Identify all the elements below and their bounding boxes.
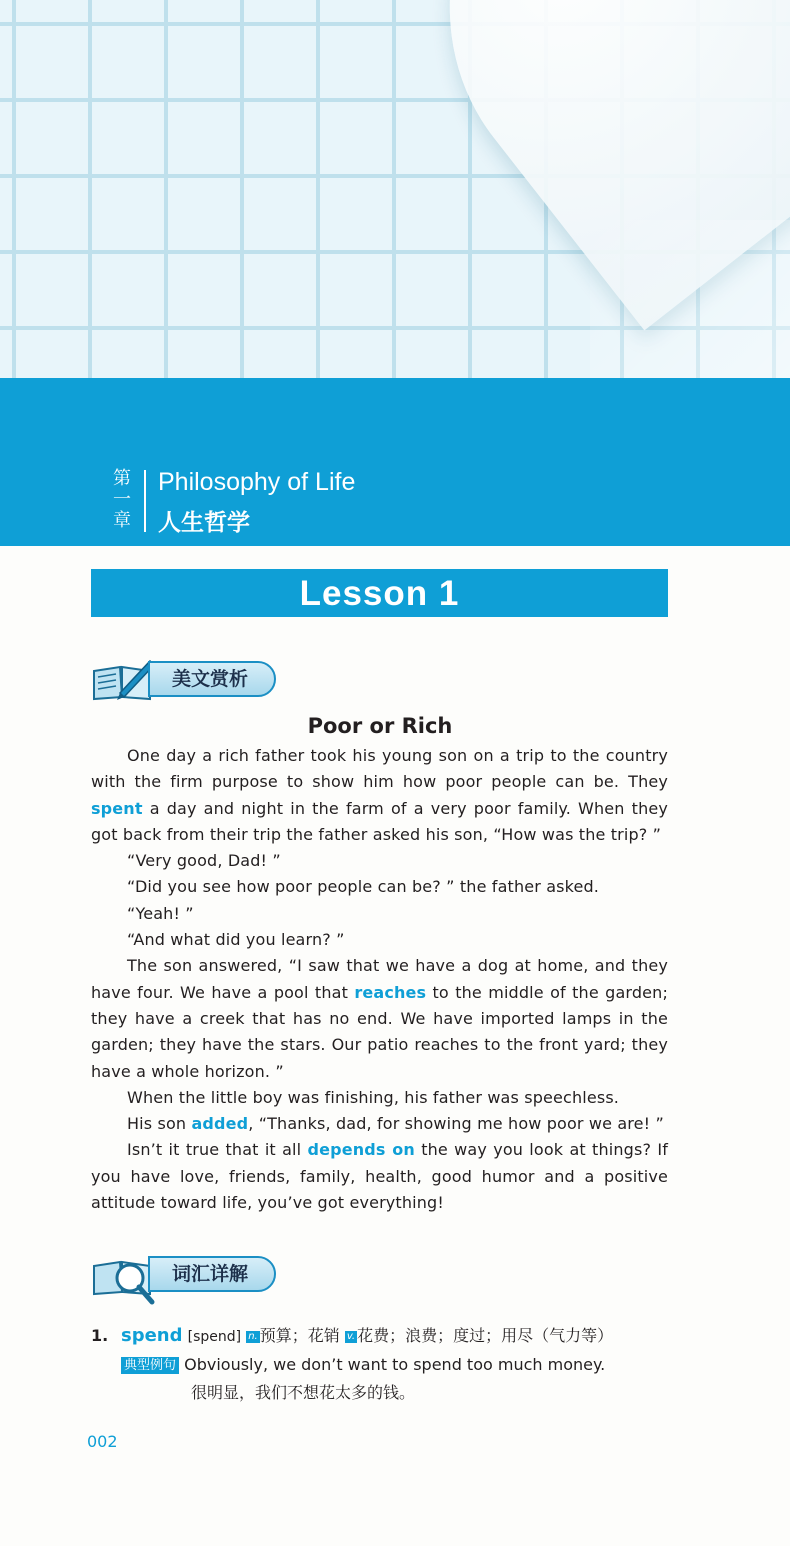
passage-text: “And what did you learn? ” (127, 930, 345, 950)
passage-paragraph (91, 1111, 668, 1137)
passage-text: “Very good, Dad! ” (127, 851, 281, 871)
lesson-title: Lesson 1 (91, 569, 668, 617)
passage-paragraph (91, 848, 668, 874)
passage-paragraph (91, 927, 668, 953)
page-fold-graphic (590, 220, 790, 378)
example-chinese: 很明显，我们不想花太多的钱。 (191, 1383, 416, 1402)
passage-text: “Did you see how poor people can be? ” the father asked. (127, 877, 600, 897)
passage-paragraph (91, 743, 668, 848)
pos-badge: n. (248, 1331, 258, 1342)
chapter-title-chinese: 人生哲学 (158, 510, 250, 536)
chapter-number-char: 章 (113, 510, 131, 531)
passage-text: to the middle of the garden; they have a creek that has no end. We have imported lamps in the garden; they have the stars. Our patio reaches to the front yard; they have a whole horizon. ” (91, 982, 668, 1081)
chapter-number-char: 第 (113, 468, 131, 489)
passage-text: One day a rich father took his young son on a trip to the country with the firm purpose to show him how poor people can be. They (91, 746, 668, 792)
reading-section-tag (90, 657, 290, 701)
highlighted-vocab-word: depends on (307, 1140, 415, 1160)
example-english: Obviously, we don’t want to spend too much money. (184, 1355, 606, 1374)
passage-text: “Yeah! ” (127, 903, 194, 923)
passage-title: Poor or Rich (307, 714, 453, 738)
example-tag: 典型例句 (121, 1357, 179, 1374)
vocab-section-tag (90, 1252, 290, 1296)
passage-paragraph (91, 953, 668, 1084)
chapter-title-english: Philosophy of Life (158, 468, 356, 496)
vocab-number: 1. (91, 1326, 109, 1345)
passage-text: Isn’t it true that it all (127, 1140, 308, 1160)
highlighted-vocab-word: reaches (354, 982, 427, 1002)
page-number: 002 (87, 1432, 118, 1451)
vocab-definition: 花费；浪费；度过；用尽（气力等） (357, 1326, 614, 1345)
vocab-entry (91, 1322, 691, 1407)
example-line (91, 1351, 691, 1379)
passage-paragraph (91, 1137, 668, 1216)
passage-text: a day and night in the farm of a very poor family. When they got back from their trip the father asked his son, “How was the trip? ” (91, 798, 668, 844)
chapter-number (110, 468, 134, 531)
vocab-phonetic: [spend] (187, 1329, 242, 1345)
passage-text: When the little boy was finishing, his father was speechless. (127, 1087, 620, 1107)
highlighted-vocab-word: spent (91, 798, 143, 818)
reading-section-label: 美文赏析 (148, 661, 276, 697)
passage-paragraph (91, 901, 668, 927)
book-magnifier-icon (90, 1252, 156, 1306)
pos-badge: v. (346, 1331, 356, 1342)
vocab-definition: 预算；花销 (259, 1326, 340, 1345)
passage-text: The son answered, “I saw that we have a dog at home, and they have four. We have a pool that (91, 956, 668, 1002)
chapter-divider (144, 470, 146, 532)
passage-paragraph (91, 874, 668, 900)
passage-text: the way you look at things? If you have love, friends, family, health, good humor and a positive attitude toward life, you’ve got everything! (91, 1140, 668, 1213)
passage-body (91, 743, 668, 1216)
vocab-word: spend (121, 1325, 183, 1346)
chapter-number-char: 一 (113, 489, 131, 510)
book-pen-icon (90, 657, 156, 701)
passage-paragraph (91, 1085, 668, 1111)
passage-text: His son (127, 1114, 192, 1134)
passage-text: , “Thanks, dad, for showing me how poor we are! ” (248, 1114, 664, 1134)
chapter-hero-image (0, 0, 790, 378)
highlighted-vocab-word: added (191, 1114, 249, 1134)
vocab-list (91, 1322, 691, 1407)
vocab-section-label: 词汇详解 (148, 1256, 276, 1292)
